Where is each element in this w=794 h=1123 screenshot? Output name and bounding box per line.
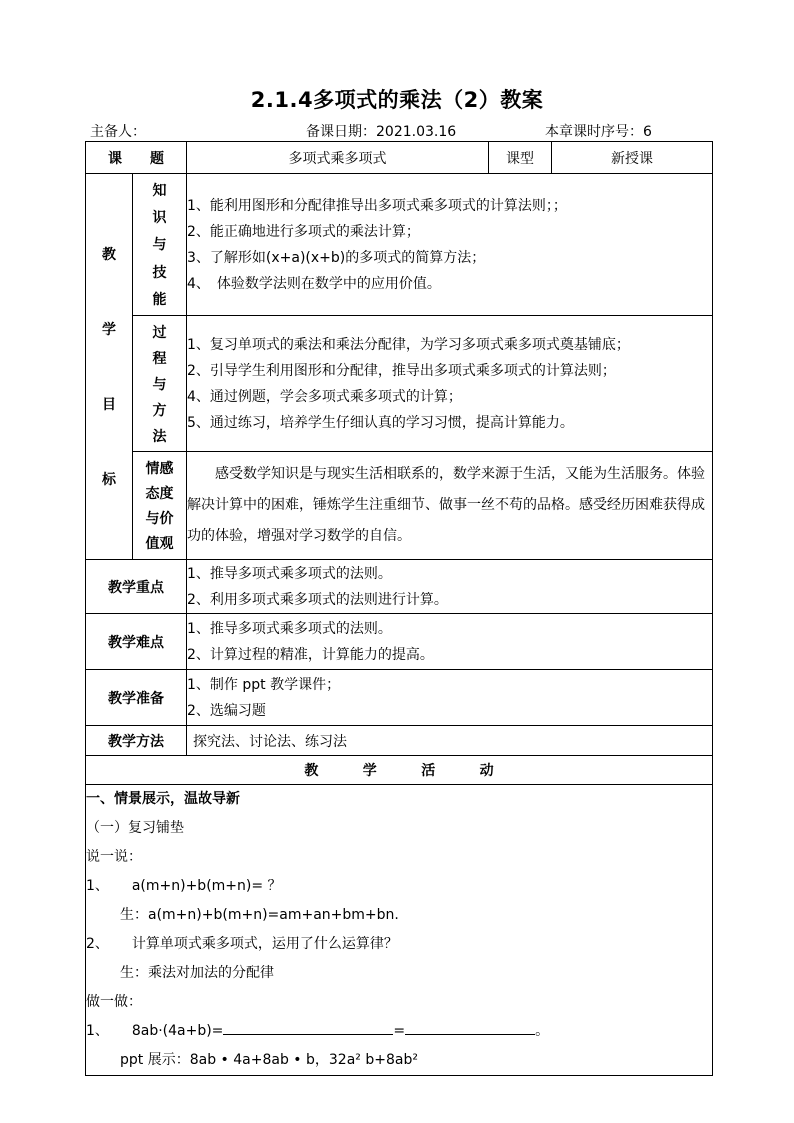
preparation-label: 教学准备 [86,670,187,726]
knowledge-content [187,174,713,316]
knowledge-char: 能 [152,291,167,308]
question-1 [86,872,712,901]
question-number: 2、 [86,936,109,952]
process-char: 法 [152,428,167,445]
section-heading: 一、情景展示，温故导新 [86,791,240,807]
emotion-chars: 态度 [145,486,174,502]
knowledge-label-cell [133,174,187,316]
knowledge-char: 识 [152,210,167,227]
do-label: 做一做： [86,994,142,1010]
process-label-cell [133,316,187,452]
process-item: 1、复习单项式的乘法和乘法分配律，为学习多项式乘多项式奠基铺底； [187,336,630,353]
emotion-label-cell [133,452,187,560]
emotion-text: 感受数学知识是与现实生活相联系的，数学来源于生活，又能为生活服务。体验解决计算中的困难，锤炼学生注重细节、做事一丝不苟的品格。感受经历困难获得成功的体验，增强对学习数学的自信。 [187,452,713,560]
key-points-content [187,560,713,614]
lesson-type-label: 课型 [489,142,552,174]
process-content [187,316,713,452]
knowledge-char: 技 [152,264,167,281]
question-number: 1、 [86,878,109,894]
question-2 [86,930,712,959]
difficulty-item: 1、推导多项式乘多项式的法则。 [187,620,392,637]
emotion-chars: 情感 [145,461,174,477]
topic-label: 课 题 [86,142,187,174]
key-point-item: 2、利用多项式乘多项式的法则进行计算。 [187,591,448,608]
period: 。 [535,1023,550,1039]
activities-header-char: 动 [479,763,494,779]
question-text: a(m+n)+b(m+n)= ？ [131,878,282,894]
activities-header-char: 教 [304,763,319,779]
lesson-date: 备课日期：2021.03.16 [306,124,457,140]
subsection-heading: （一）复习铺垫 [86,820,184,836]
process-char: 方 [152,402,167,419]
ppt-display: ppt 展示：8ab • 4a+8ab • b，32a² b+8ab² [120,1052,418,1068]
lesson-sequence: 本章课时序号：6 [545,124,652,140]
topic-value: 多项式乘多项式 [187,142,489,174]
question-text: 8ab·(4a+b)= [131,1023,224,1039]
answer-1: 生：a(m+n)+b(m+n)=am+an+bm+bn. [120,907,399,923]
methods-value: 探究法、讨论法、练习法 [187,726,713,756]
page-title: 2.1.4多项式的乘法（2）教案 [250,88,544,112]
knowledge-item: 4、 体验数学法则在数学中的应用价值。 [187,275,441,292]
preparation-item: 1、制作 ppt 教学课件； [187,676,341,693]
difficulty-item: 2、计算过程的精准，计算能力的提高。 [187,646,434,663]
process-item: 2、引导学生利用图形和分配律，推导出多项式乘多项式的计算法则； [187,362,616,379]
say-label: 说一说： [86,849,142,865]
key-points-label: 教学重点 [86,560,187,614]
activities-header-char: 活 [421,763,436,779]
question-number: 1、 [86,1023,109,1039]
lesson-plan-table [85,141,713,1076]
emotion-chars: 值观 [145,536,174,552]
answer-blank [223,1020,393,1035]
objectives-char: 教 [102,247,116,263]
preparer-label: 主备人： [90,124,146,140]
question-3 [86,1017,712,1046]
activities-header-char: 学 [362,763,377,779]
emotion-chars: 与价 [145,511,174,527]
knowledge-item: 2、能正确地进行多项式的乘法计算； [187,223,420,240]
process-item: 4、通过例题，学会多项式乘多项式的计算； [187,388,462,405]
activities-header [86,756,713,785]
activities-content [86,785,713,1076]
knowledge-item: 1、能利用图形和分配律推导出多项式乘多项式的计算法则；； [187,197,567,214]
question-text: 计算单项式乘多项式，运用了什么运算律？ [131,936,398,952]
answer-2: 生：乘法对加法的分配律 [120,965,274,981]
key-point-item: 1、推导多项式乘多项式的法则。 [187,565,392,582]
lesson-type-value: 新授课 [552,142,713,174]
process-char: 程 [152,350,167,367]
objectives-char: 学 [102,322,116,338]
process-char: 与 [152,376,167,393]
equals-sign: = [393,1023,406,1039]
knowledge-char: 知 [152,183,167,200]
answer-blank [405,1020,535,1035]
methods-label: 教学方法 [86,726,187,756]
difficulties-label: 教学难点 [86,614,187,670]
process-item: 5、通过练习，培养学生仔细认真的学习习惯，提高计算能力。 [187,414,574,431]
preparation-item: 2、选编习题 [187,702,266,719]
difficulties-content [187,614,713,670]
objectives-label-cell [86,174,133,560]
objectives-char: 标 [102,472,116,488]
knowledge-char: 与 [152,237,167,254]
knowledge-item: 3、了解形如(x+a)(x+b)的多项式的简算方法； [187,249,486,266]
objectives-char: 目 [102,397,116,413]
preparation-content [187,670,713,726]
process-char: 过 [152,324,167,341]
